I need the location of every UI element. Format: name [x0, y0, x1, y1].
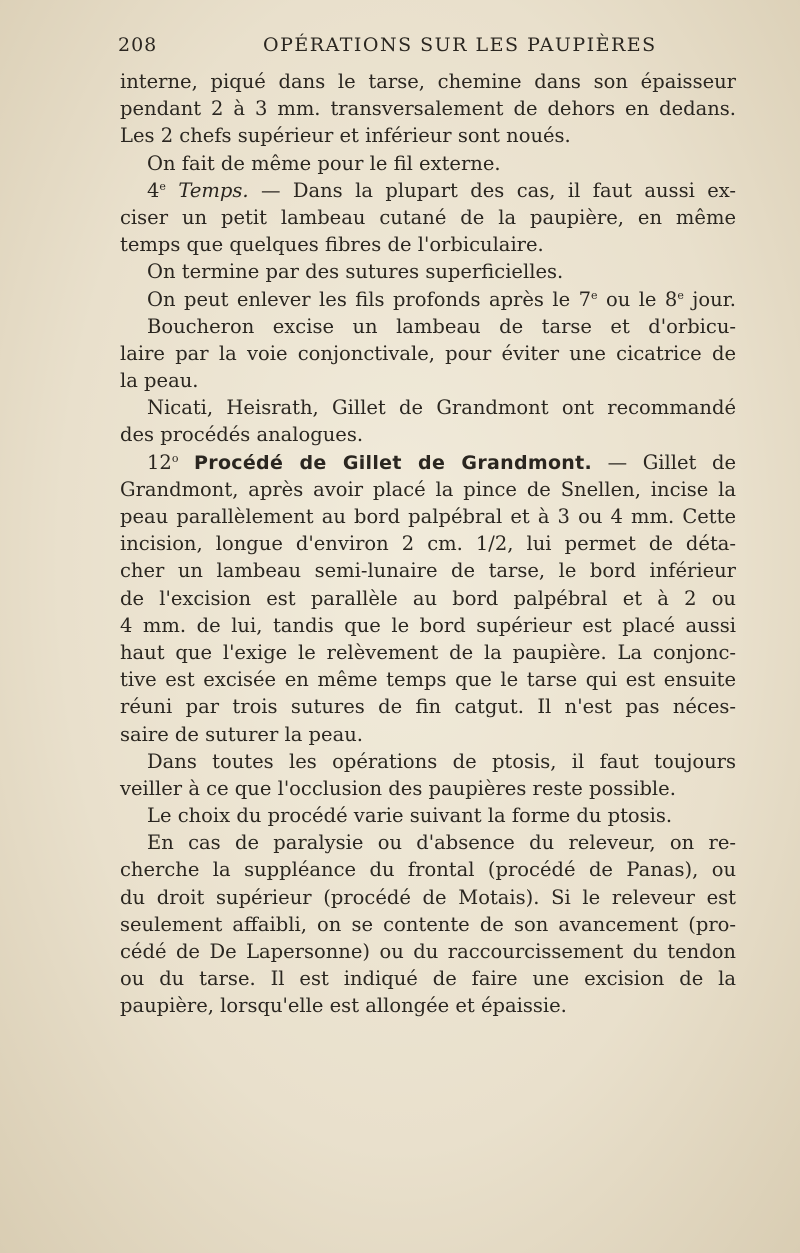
superscript: e: [677, 288, 684, 302]
step-number-superscript: e: [159, 179, 166, 193]
heading-continuation: — Gillet de: [592, 450, 736, 474]
page-number: 208: [118, 34, 158, 56]
running-head: OPÉRATIONS SUR LES PAUPIÈRES: [263, 34, 657, 56]
text-line: Nicati, Heisrath, Gillet de Grandmont ont recommandé: [147, 396, 736, 420]
text-line: pendant 2 à 3 mm. transversalement de dehors en dedans.: [120, 97, 736, 121]
text-line: veiller à ce que l'occlusion des paupières reste possible.: [120, 776, 676, 800]
text-line: cédé de De Lapersonne) ou du raccourcissement du tendon: [120, 940, 736, 963]
text-line: de l'excision est parallèle au bord palpébral et à 2 ou: [120, 586, 736, 610]
text-line: ciser un petit lambeau cutané de la paupière, en même: [120, 205, 736, 229]
text-line: On termine par des sutures superficielles.: [147, 260, 564, 284]
section-number-superscript: o: [171, 451, 179, 465]
text-line: 4 mm. de lui, tandis que le bord supérieur est placé aussi: [120, 613, 736, 637]
text-line: cherche la suppléance du frontal (procédé de Panas), ou: [120, 858, 736, 882]
section-heading-line: [120, 449, 736, 476]
text-line: Boucheron excise un lambeau de tarse et d'orbicu-: [147, 314, 736, 338]
text-line: Dans toutes les opérations de ptosis, il faut toujours: [147, 749, 736, 773]
text-line: la peau.: [120, 369, 199, 393]
text-line: haut que l'exige le relèvement de la paupière. La conjonc-: [120, 640, 736, 664]
text-line: interne, piqué dans le tarse, chemine dans son épaisseur: [120, 70, 736, 93]
text-line: paupière, lorsqu'elle est allongée et épaissie.: [120, 994, 567, 1018]
text-line-remove-stitches: [120, 286, 736, 313]
text-line: On fait de même pour le fil externe.: [147, 151, 501, 175]
text-line: tive est excisée en même temps que le tarse qui est ensuite: [120, 668, 736, 692]
text-line: réuni par trois sutures de fin catgut. Il n'est pas néces-: [120, 695, 736, 719]
text-line-fourth-step: [120, 177, 736, 204]
text-line: laire par la voie conjonctivale, pour éviter une cicatrice de: [120, 341, 736, 365]
text-fragment: On peut enlever les fils profonds après le 7: [147, 287, 591, 311]
text-line: du droit supérieur (procédé de Motais). Si le releveur est: [120, 885, 736, 909]
step-text: — Dans la plupart des cas, il faut aussi ex-: [248, 178, 736, 202]
text-line: ou du tarse. Il est indiqué de faire une excision de la: [120, 967, 736, 991]
text-line: peau parallèlement au bord palpébral et à 3 ou 4 mm. Cette: [120, 505, 736, 528]
body-text: [120, 68, 736, 1020]
section-number: 12: [147, 450, 172, 474]
superscript: e: [591, 288, 598, 302]
text-line: Grandmont, après avoir placé la pince de Snellen, incise la: [120, 477, 736, 501]
step-title: Temps.: [178, 178, 249, 202]
text-fragment: ou le 8: [597, 287, 678, 311]
text-line: Le choix du procédé varie suivant la forme du ptosis.: [147, 804, 673, 828]
text-line: Les 2 chefs supérieur et inférieur sont noués.: [120, 124, 571, 148]
page-header: [118, 34, 734, 66]
text-line: saire de suturer la peau.: [120, 722, 363, 746]
step-number: 4: [147, 178, 160, 202]
text-line: cher un lambeau semi-lunaire de tarse, le bord inférieur: [120, 559, 736, 583]
text-line: temps que quelques fibres de l'orbiculaire.: [120, 233, 544, 257]
section-heading: Procédé de Gillet de Grandmont.: [194, 451, 593, 474]
text-fragment: jour.: [683, 287, 737, 311]
text-line: seulement affaibli, on se contente de son avancement (pro-: [120, 912, 736, 936]
text-line: des procédés analogues.: [120, 423, 364, 447]
text-line: incision, longue d'environ 2 cm. 1/2, lui permet de déta-: [120, 532, 736, 556]
text-line: En cas de paralysie ou d'absence du releveur, on re-: [147, 831, 736, 855]
